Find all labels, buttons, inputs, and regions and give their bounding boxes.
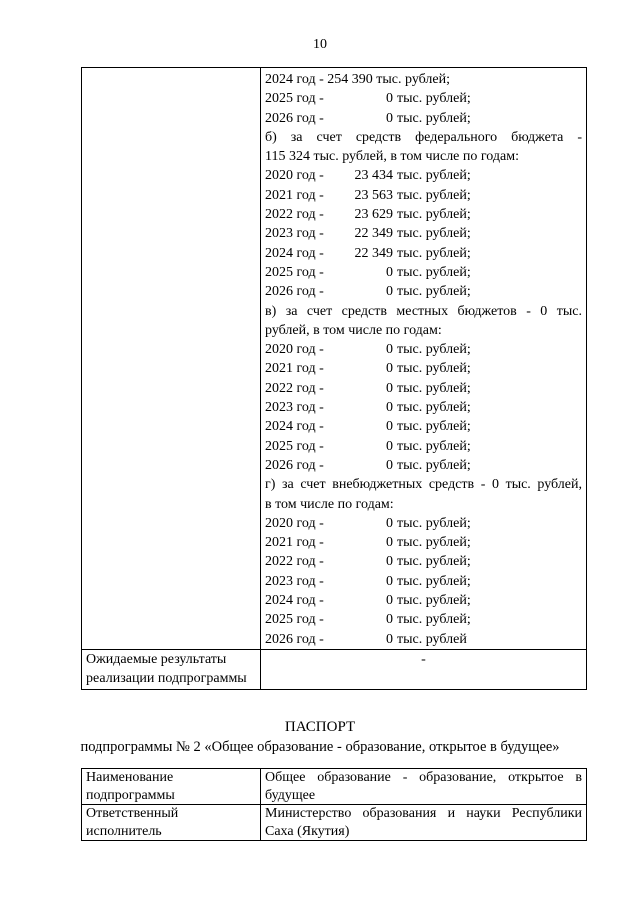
unit-label: тыс. рублей; bbox=[397, 361, 471, 377]
year-amount-line bbox=[265, 533, 582, 552]
results-label: Ожидаемые результаты реализации подпрограммы bbox=[82, 649, 261, 689]
funding-values-cell bbox=[261, 68, 587, 650]
amount-value: 0 bbox=[386, 400, 393, 416]
extra-heading-cont: в том числе по годам: bbox=[265, 496, 394, 512]
amount-value: 0 bbox=[386, 342, 393, 358]
amount-value: 0 bbox=[386, 284, 393, 300]
amount-value: 0 bbox=[386, 438, 393, 454]
year-label: 2024 год - bbox=[265, 593, 324, 609]
unit-label: тыс. рублей; bbox=[397, 207, 471, 223]
passport-subtitle: подпрограммы № 2 «Общее образование - образование, открытое в будущее» bbox=[80, 739, 560, 755]
amount-value: 23 563 bbox=[354, 187, 393, 203]
year-amount-line bbox=[265, 514, 582, 533]
funding-row bbox=[82, 68, 587, 650]
year-label: 2023 год - bbox=[265, 573, 324, 589]
unit-label: тыс. рублей; bbox=[397, 515, 471, 531]
amount-value: 0 bbox=[386, 264, 393, 280]
funding-table bbox=[81, 67, 587, 690]
unit-label: тыс. рублей; bbox=[397, 168, 471, 184]
year-amount-line bbox=[265, 630, 582, 649]
year-label: 2023 год - bbox=[265, 226, 324, 242]
unit-label: тыс. рублей bbox=[397, 631, 467, 647]
local-heading-cont: рублей, в том числе по годам: bbox=[265, 322, 442, 338]
amount-value: 0 bbox=[386, 593, 393, 609]
year-amount-line bbox=[265, 359, 582, 378]
year-label: 2021 год - bbox=[265, 361, 324, 377]
amount-value: 22 349 bbox=[354, 226, 393, 242]
unit-label: тыс. рублей; bbox=[397, 419, 471, 435]
year-label: 2026 год - bbox=[265, 631, 324, 647]
year-amount-line bbox=[265, 340, 582, 359]
passport-table bbox=[81, 768, 587, 841]
extra-years bbox=[265, 514, 582, 649]
year-amount-line bbox=[265, 186, 582, 205]
year-amount-line bbox=[265, 456, 582, 475]
amount-value: 0 bbox=[386, 515, 393, 531]
page-number: 10 bbox=[313, 37, 327, 52]
regional-years bbox=[265, 89, 582, 128]
funding-line: 2024 год - 254 390 тыс. рублей; bbox=[265, 72, 451, 87]
federal-heading: б) за счет средств федерального бюджета - bbox=[265, 129, 582, 145]
local-years bbox=[265, 340, 582, 475]
unit-label: тыс. рублей; bbox=[397, 438, 471, 454]
federal-years bbox=[265, 166, 582, 301]
year-amount-line bbox=[265, 282, 582, 301]
amount-value: 0 bbox=[386, 419, 393, 435]
amount-value: 0 bbox=[386, 110, 393, 126]
funding-label-cell bbox=[82, 68, 261, 650]
amount-value: 0 bbox=[386, 535, 393, 551]
passport-title: ПАСПОРТ bbox=[284, 719, 356, 735]
year-label: 2025 год - bbox=[265, 264, 324, 280]
year-label: 2020 год - bbox=[265, 342, 324, 358]
local-heading: в) за счет средств местных бюджетов - 0 тыс. bbox=[265, 303, 582, 319]
amount-value: 0 bbox=[386, 631, 393, 647]
year-amount-line bbox=[265, 205, 582, 224]
year-label: 2021 год - bbox=[265, 535, 324, 551]
amount-value: 23 434 bbox=[354, 168, 393, 184]
year-label: 2020 год - bbox=[265, 515, 324, 531]
year-amount-line bbox=[265, 166, 582, 185]
year-label: 2024 год - bbox=[265, 245, 324, 261]
unit-label: тыс. рублей; bbox=[397, 535, 471, 551]
results-value: - bbox=[261, 649, 587, 689]
year-label: 2022 год - bbox=[265, 380, 324, 396]
amount-value: 0 bbox=[386, 573, 393, 589]
year-label: 2024 год - bbox=[265, 419, 324, 435]
unit-label: тыс. рублей; bbox=[397, 284, 471, 300]
amount-value: 0 bbox=[386, 380, 393, 396]
year-label: 2021 год - bbox=[265, 187, 324, 203]
year-label: 2025 год - bbox=[265, 91, 324, 107]
year-amount-line bbox=[265, 398, 582, 417]
unit-label: тыс. рублей; bbox=[397, 110, 471, 126]
amount-value: 0 bbox=[386, 457, 393, 473]
amount-value: 22 349 bbox=[354, 245, 393, 261]
year-label: 2026 год - bbox=[265, 284, 324, 300]
amount-value: 0 bbox=[386, 554, 393, 570]
passport-row-value: Министерство образования и науки Республики Саха (Якутия) bbox=[261, 805, 587, 841]
unit-label: тыс. рублей; bbox=[397, 342, 471, 358]
year-amount-line bbox=[265, 263, 582, 282]
unit-label: тыс. рублей; bbox=[397, 91, 471, 107]
unit-label: тыс. рублей; bbox=[397, 264, 471, 280]
amount-value: 0 bbox=[386, 91, 393, 107]
passport-row bbox=[82, 769, 587, 805]
year-label: 2020 год - bbox=[265, 168, 324, 184]
year-amount-line bbox=[265, 417, 582, 436]
year-label: 2025 год - bbox=[265, 612, 324, 628]
year-amount-line bbox=[265, 591, 582, 610]
year-label: 2026 год - bbox=[265, 110, 324, 126]
passport-row-value: Общее образование - образование, открытое в будущее bbox=[261, 769, 587, 805]
year-amount-line bbox=[265, 437, 582, 456]
passport-row-label: Наименование подпрограммы bbox=[82, 769, 261, 805]
unit-label: тыс. рублей; bbox=[397, 457, 471, 473]
federal-heading-cont: 115 324 тыс. рублей, в том числе по годам: bbox=[265, 149, 519, 165]
amount-value: 0 bbox=[386, 361, 393, 377]
unit-label: тыс. рублей; bbox=[397, 226, 471, 242]
results-row bbox=[82, 649, 587, 689]
year-amount-line bbox=[265, 224, 582, 243]
extra-heading: г) за счет внебюджетных средств - 0 тыс. рублей, bbox=[265, 477, 582, 493]
year-label: 2025 год - bbox=[265, 438, 324, 454]
year-label: 2023 год - bbox=[265, 400, 324, 416]
year-amount-line bbox=[265, 379, 582, 398]
passport-row-label: Ответственный исполнитель bbox=[82, 805, 261, 841]
unit-label: тыс. рублей; bbox=[397, 245, 471, 261]
year-label: 2022 год - bbox=[265, 554, 324, 570]
amount-value: 23 629 bbox=[354, 207, 393, 223]
unit-label: тыс. рублей; bbox=[397, 380, 471, 396]
year-amount-line bbox=[265, 552, 582, 571]
year-amount-line bbox=[265, 572, 582, 591]
unit-label: тыс. рублей; bbox=[397, 593, 471, 609]
year-amount-line bbox=[265, 610, 582, 629]
year-label: 2026 год - bbox=[265, 457, 324, 473]
unit-label: тыс. рублей; bbox=[397, 573, 471, 589]
year-amount-line bbox=[265, 89, 582, 108]
year-amount-line bbox=[265, 109, 582, 128]
unit-label: тыс. рублей; bbox=[397, 187, 471, 203]
unit-label: тыс. рублей; bbox=[397, 400, 471, 416]
amount-value: 0 bbox=[386, 612, 393, 628]
unit-label: тыс. рублей; bbox=[397, 554, 471, 570]
year-label: 2022 год - bbox=[265, 207, 324, 223]
passport-row bbox=[82, 805, 587, 841]
year-amount-line bbox=[265, 244, 582, 263]
unit-label: тыс. рублей; bbox=[397, 612, 471, 628]
